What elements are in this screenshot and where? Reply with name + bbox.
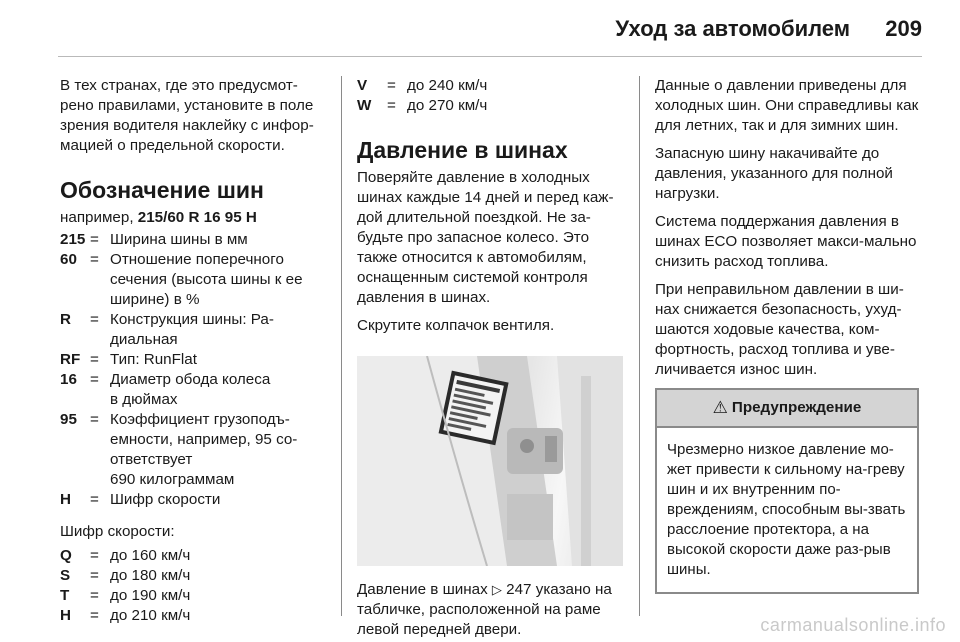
definition-row <box>60 230 324 250</box>
watermark: carmanualsonline.info <box>760 615 946 635</box>
definition-value <box>110 250 324 310</box>
definition-value <box>110 410 324 490</box>
definition-value: до 160 км/ч <box>110 547 191 564</box>
example-prefix: например, <box>60 209 134 226</box>
page-header <box>0 0 960 60</box>
cold-tire-paragraph: Данные о давлении приведены для холодных шин. Они справедливы как для летних, так и для зимних шин. <box>655 77 919 134</box>
equals-sign: = <box>387 97 396 114</box>
photo-caption: Давление в шинах ▷ 247 указано на табличке, расположенной на раме левой передней двери. <box>357 581 612 638</box>
door-pillar-illustration <box>357 356 623 566</box>
definition-line: емности, например, 95 со- <box>110 431 298 448</box>
column-divider <box>341 76 342 616</box>
warning-title: Предупреждение <box>731 399 862 416</box>
warning-triangle-icon: ⚠ <box>712 398 728 417</box>
definition-line: ответствует <box>110 451 193 468</box>
definition-line: сечения (высота шины к ее <box>110 271 303 288</box>
definition-key: 95 <box>60 411 77 428</box>
page-reference-link[interactable]: 247 <box>506 581 532 598</box>
equals-sign: = <box>90 547 99 564</box>
incorrect-pressure-paragraph: При неправильном давлении в ши-нах снижается безопасность, ухуд-шаются ходовые качества, ком-фортность, расход топлива и уве-личивается износ шин. <box>655 281 904 378</box>
equals-sign: = <box>90 231 99 248</box>
definition-value <box>110 370 324 410</box>
definition-line: Диаметр обода колеса <box>110 371 271 388</box>
equals-sign: = <box>90 587 99 604</box>
definition-line: в дюймах <box>110 391 178 408</box>
definition-key: W <box>357 97 372 114</box>
definition-row <box>60 566 324 586</box>
warning-text: Чрезмерно низкое давление мо-жет привести к сильному на-греву шин и их внутренним по-вреждениям, способным вы-звать расслоение протектора, а на высокой скорости даже раз-рыв шины. <box>667 441 906 578</box>
pressure-check-paragraph: Поверяйте давление в холодных шинах каждые 14 дней и перед каж-дой длительной поездкой. Не за-будьте про запасное колесо. Это также относится к автомобилям, оснащенным системой контроля давления в шинах. <box>357 169 614 306</box>
equals-sign: = <box>90 567 99 584</box>
equals-sign: = <box>90 311 99 328</box>
definition-row <box>357 96 623 116</box>
definition-key: S <box>60 567 71 584</box>
definition-key: 215 <box>60 231 86 248</box>
definition-key: H <box>60 607 71 624</box>
header-divider <box>58 56 922 57</box>
definition-key: H <box>60 491 71 508</box>
door-pillar-photo <box>357 356 623 566</box>
definition-line: диальная <box>110 331 178 348</box>
definition-line: Тип: RunFlat <box>110 351 197 368</box>
definition-value <box>110 230 324 250</box>
tire-code-list <box>60 230 324 510</box>
definition-row <box>60 490 324 510</box>
column-divider <box>639 76 640 616</box>
definition-value: до 190 км/ч <box>110 587 191 604</box>
page-title: Уход за автомобилем <box>615 16 850 41</box>
equals-sign: = <box>387 77 396 94</box>
example-code: 215/60 R 16 95 H <box>137 209 257 226</box>
definition-row <box>60 606 324 626</box>
definition-key: 16 <box>60 371 77 388</box>
page-reference-arrow-icon: ▷ <box>491 582 502 597</box>
equals-sign: = <box>90 607 99 624</box>
definition-value: до 270 км/ч <box>407 97 488 114</box>
definition-row <box>60 350 324 370</box>
definition-line: Шифр скорости <box>110 491 221 508</box>
definition-line: Конструкция шины: Ра- <box>110 311 274 328</box>
definition-value: до 210 км/ч <box>110 607 191 624</box>
eco-pressure-paragraph: Система поддержания давления в шинах ECO позволяет макси-мально снизить расход топлива. <box>655 213 917 270</box>
warning-box <box>655 388 919 594</box>
tire-pressure-heading: Давление в шинах <box>357 137 568 163</box>
definition-key: RF <box>60 351 81 368</box>
speed-index-list-continued <box>357 76 623 116</box>
definition-value <box>110 310 324 350</box>
equals-sign: = <box>90 351 99 368</box>
definition-row <box>60 410 324 490</box>
page-number: 209 <box>885 16 922 41</box>
definition-line: 690 килограммам <box>110 471 235 488</box>
definition-value <box>110 490 324 510</box>
tire-example <box>60 208 324 228</box>
definition-line: Ширина шины в мм <box>110 231 248 248</box>
definition-key: T <box>60 587 70 604</box>
valve-cap-paragraph: Скрутите колпачок вентиля. <box>357 317 555 334</box>
spare-tire-paragraph: Запасную шину накачивайте до давления, указанного для полной нагрузки. <box>655 145 893 202</box>
definition-row <box>357 76 623 96</box>
equals-sign: = <box>90 411 99 428</box>
definition-line: Отношение поперечного <box>110 251 284 268</box>
equals-sign: = <box>90 251 99 268</box>
definition-row <box>60 586 324 606</box>
definition-key: Q <box>60 547 72 564</box>
tire-designation-heading: Обозначение шин <box>60 177 264 203</box>
definition-value: до 240 км/ч <box>407 77 488 94</box>
speed-index-title: Шифр скорости: <box>60 523 175 540</box>
speed-index-list <box>60 546 324 626</box>
definition-key: R <box>60 311 71 328</box>
definition-row <box>60 546 324 566</box>
definition-row <box>60 370 324 410</box>
definition-key: 60 <box>60 251 77 268</box>
definition-line: Коэффициент грузоподъ- <box>110 411 290 428</box>
definition-value <box>110 350 324 370</box>
definition-value: до 180 км/ч <box>110 567 191 584</box>
equals-sign: = <box>90 371 99 388</box>
speed-sticker-paragraph: В тех странах, где это предусмот-рено правилами, установите в поле зрения водителя наклейку с инфор-мацией о предельной скорости. <box>60 77 314 154</box>
definition-line: ширине) в % <box>110 291 200 308</box>
definition-row <box>60 250 324 310</box>
column-left <box>60 76 324 626</box>
warning-header <box>657 390 917 428</box>
column-middle <box>357 76 623 642</box>
equals-sign: = <box>90 491 99 508</box>
definition-row <box>60 310 324 350</box>
definition-key: V <box>357 77 368 94</box>
column-right <box>655 76 923 594</box>
